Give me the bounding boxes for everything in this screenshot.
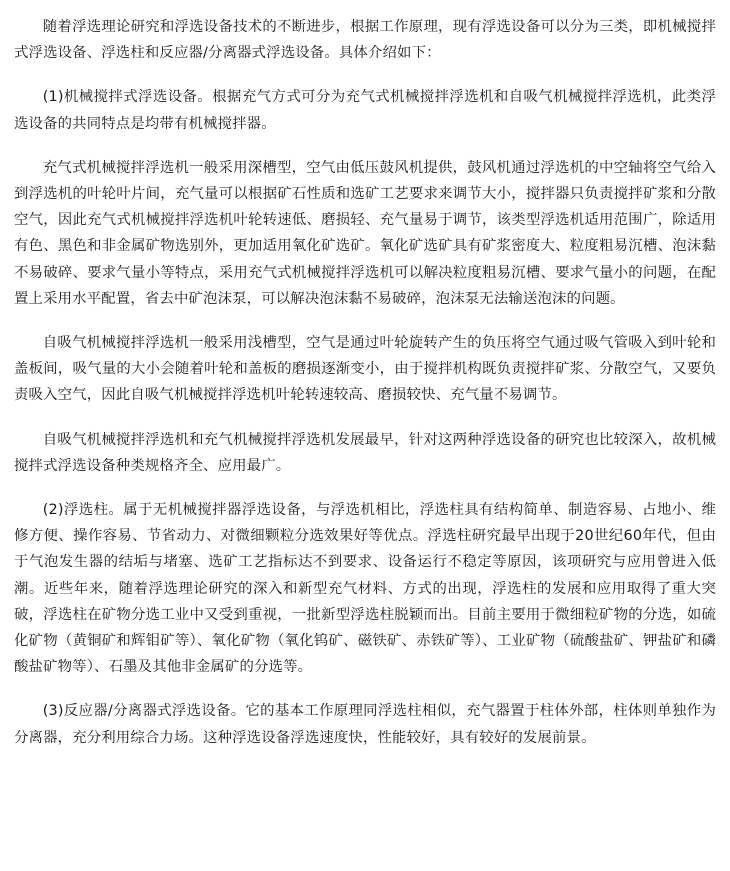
paragraph-flotation-column: (2)浮选柱。属于无机械搅拌器浮选设备，与浮选机相比，浮选柱具有结构简单、制造容易、占地小、维修方便、操作容易、节省动力、对微细颗粒分选效果好等优点。浮选柱研究最早出现于20世纪60年代，但由于气泡发生器的结垢与堵塞、选矿工艺指标达不到要求、设备运行不稳定等原因，该项研究与应用曾进入低潮。近些年来，随着浮选理论研究的深入和新型充气材料、方式的出现，浮选柱的发展和应用取得了重大突破，浮选柱在矿物分选工业中又受到重视，一批新型浮选柱脱颖而出。目前主要用于微细粒矿物的分选，如硫化矿物（黄铜矿和辉钼矿等）、氧化矿物（氧化钨矿、磁铁矿、赤铁矿等）、工业矿物（硫酸盐矿、钾盐矿和磷酸盐矿物等）、石墨及其他非金属矿的分选等。 [14,502,716,676]
paragraph-mechanical-agitation: (1)机械搅拌式浮选设备。根据充气方式可分为充气式机械搅拌浮选机和自吸气机械搅拌浮选机，此类浮选设备的共同特点是均带有机械搅拌器。 [14,89,716,132]
paragraph-self-aspirated-flotation: 自吸气机械搅拌浮选机一般采用浅槽型，空气是通过叶轮旋转产生的负压将空气通过吸气管吸入到叶轮和盖板间，吸气量的大小会随着叶轮和盖板的磨损逐渐变小，由于搅拌机构既负责搅拌矿浆、分散空气，又要负责吸入空气，因此自吸气机械搅拌浮选机叶轮转速较高、磨损较快、充气量不易调节。 [14,335,716,404]
paragraph-reactor-separator: (3)反应器/分离器式浮选设备。它的基本工作原理同浮选柱相似，充气器置于柱体外部，柱体则单独作为分离器，充分利用综合力场。这种浮选设备浮选速度快，性能较好，具有较好的发展前景。 [14,703,716,746]
paragraph-development-summary: 自吸气机械搅拌浮选机和充气机械搅拌浮选机发展最早，针对这两种浮选设备的研究也比较深入，故机械搅拌式浮选设备种类规格齐全、应用最广。 [14,431,716,474]
paragraph-aerated-flotation: 充气式机械搅拌浮选机一般采用深槽型，空气由低压鼓风机提供，鼓风机通过浮选机的中空轴将空气给入到浮选机的叶轮叶片间，充气量可以根据矿石性质和选矿工艺要求来调节大小，搅拌器只负责搅拌矿浆和分散空气，因此充气式机械搅拌浮选机叶轮转速低、磨损轻、充气量易于调节，该类型浮选机适用范围广，除适用有色、黑色和非金属矿物选别外，更加适用氧化矿选矿。氧化矿选矿具有矿浆密度大、粒度粗易沉槽、泡沫黏不易破碎、要求气量小等特点，采用充气式机械搅拌浮选机可以解决粒度粗易沉槽、要求气量小的问题，在配置上采用水平配置，省去中矿泡沫泵，可以解决泡沫黏不易破碎，泡沫泵无法输送泡沫的问题。 [14,159,716,307]
paragraph-intro: 随着浮选理论研究和浮选设备技术的不断进步，根据工作原理，现有浮选设备可以分为三类，即机械搅拌式浮选设备、浮选柱和反应器/分离器式浮选设备。具体介绍如下： [14,19,716,62]
